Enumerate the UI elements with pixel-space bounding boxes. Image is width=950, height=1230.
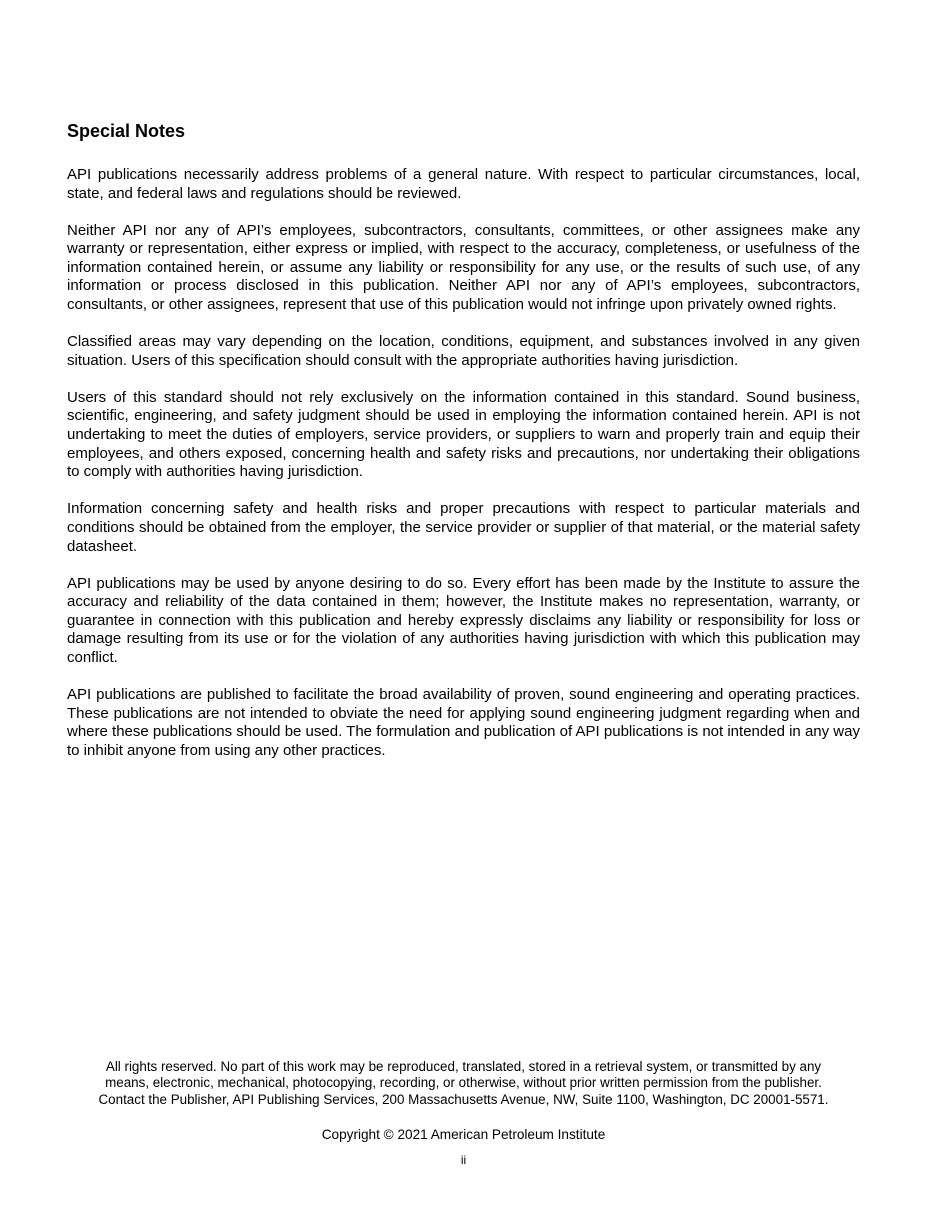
paragraph-publication-purpose: API publications are published to facilitate the broad availability of proven, sound engineering and operating practices. These publications are not intended to obviate the need for applying sound engineering judgment regarding when and where these publications should be used. The formulation and publication of API publications is not intended in any way to inhibit anyone from using any other practices.	[67, 686, 860, 759]
page-title: Special Notes	[67, 121, 186, 141]
rights-line: All rights reserved. No part of this work may be reproduced, translated, stored in a retrieval system, or transmitted by any	[105, 1059, 822, 1074]
paragraph-general-nature: API publications necessarily address problems of a general nature. With respect to particular circumstances, local, state, and federal laws and regulations should be reviewed.	[67, 166, 860, 202]
paragraph-user-judgment: Users of this standard should not rely exclusively on the information contained in this standard. Sound business, scientific, engineering, and safety judgment should be used in employing the information contained herein. API is not undertaking to meet the duties of employers, service providers, or suppliers to warn and properly train and equip their employees, and others exposed, concerning health and safety risks and precautions, nor undertaking their obligations to comply with authorities having jurisdiction.	[67, 388, 860, 481]
rights-notice	[67, 1059, 860, 1108]
paragraph-classified-areas: Classified areas may vary depending on the location, conditions, equipment, and substances involved in any given situation. Users of this specification should consult with the appropriate authorities having jurisdiction.	[67, 333, 860, 369]
paragraph-usage-liability: API publications may be used by anyone desiring to do so. Every effort has been made by the Institute to assure the accuracy and reliability of the data contained in them; however, the Institute makes no representation, warranty, or guarantee in connection with this publication and hereby expressly disclaims any liability or responsibility for loss or damage resulting from its use or for the violation of any authorities having jurisdiction with which this publication may conflict.	[67, 574, 860, 666]
paragraph-safety-health: Information concerning safety and health risks and proper precautions with respect to particular materials and conditions should be obtained from the employer, the service provider or supplier of that material, or the material safety datasheet.	[67, 500, 860, 555]
paragraph-warranty-disclaimer: Neither API nor any of API’s employees, subcontractors, consultants, committees, or other assignees make any warranty or representation, either express or implied, with respect to the accuracy, completeness, or usefulness of the information contained herein, or assume any liability or responsibility for any use, or the results of such use, of any information or process disclosed in this publication. Neither API nor any of API’s employees, subcontractors, consultants, or other assignees, represent that use of this publication would not infringe upon privately owned rights.	[67, 221, 860, 314]
special-notes-body	[67, 166, 860, 779]
page-number: ii	[460, 1153, 467, 1167]
rights-line: means, electronic, mechanical, photocopying, recording, or otherwise, without prior written permission from the publisher.	[105, 1075, 822, 1091]
copyright-notice: Copyright © 2021 American Petroleum Institute	[321, 1127, 606, 1142]
rights-line: Contact the Publisher, API Publishing Services, 200 Massachusetts Avenue, NW, Suite 1100, Washington, DC 20001-5571.	[98, 1091, 829, 1107]
